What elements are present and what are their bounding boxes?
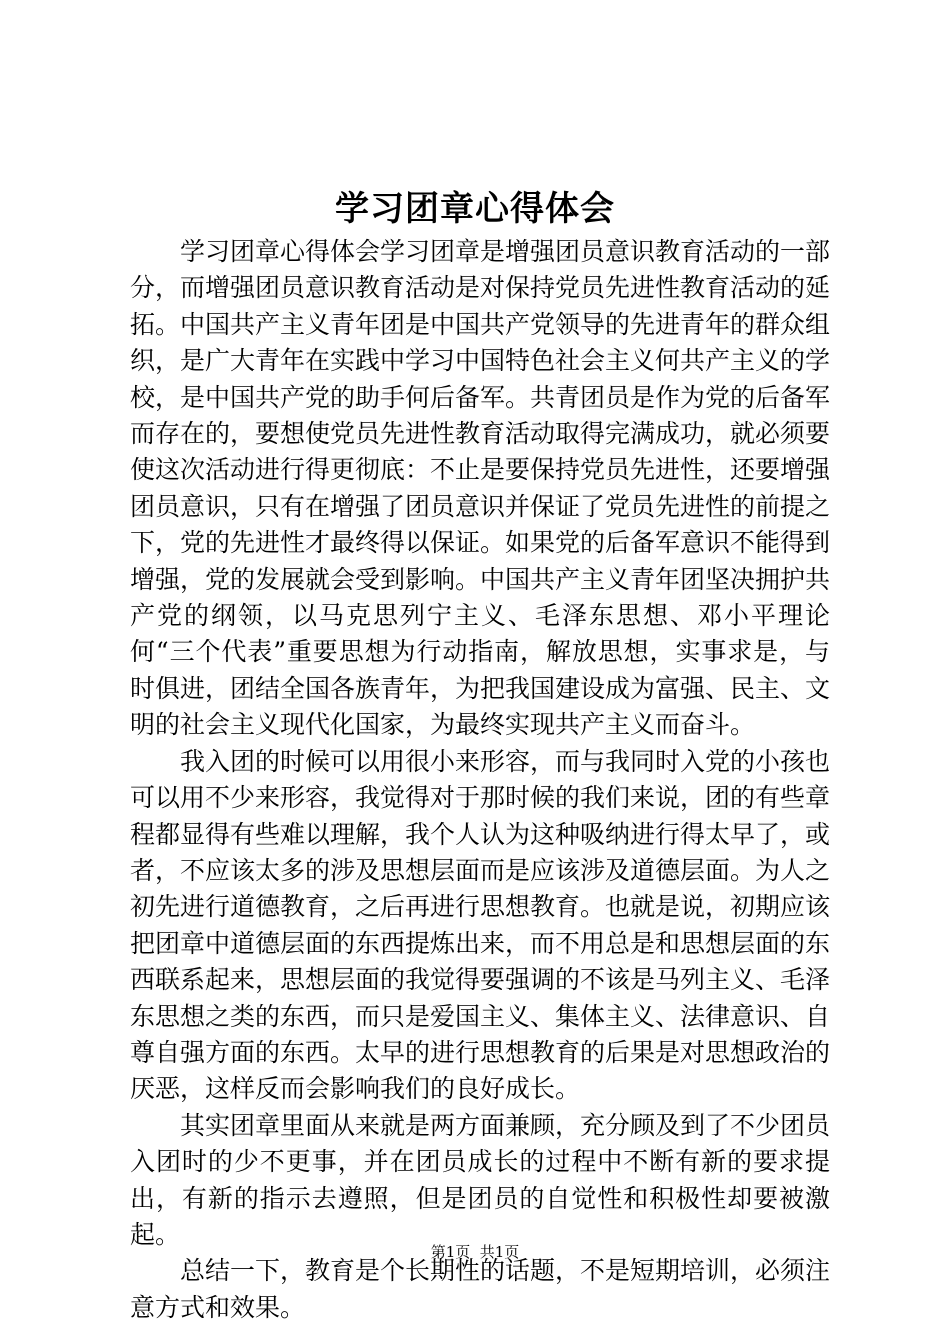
paragraph-1: 学习团章心得体会学习团章是增强团员意识教育活动的一部分，而增强团员意识教育活动是对保持党员先进性教育活动的延拓。中国共产主义青年团是中国共产党领导的先进青年的群众组织，是广大青年在实践中学习中国特色社会主义何共产主义的学校，是中国共产党的助手何后备军。共青团员是作为党的后备军而存在的，要想使党员先进性教育活动取得完满成功，就必须要使这次活动进行得更彻底：不止是要保持党员先进性，还要增强团员意识，只有在增强了团员意识并保证了党员先进性的前提之下，党的先进性才最终得以保证。如果党的后备军意识不能得到增强，党的发展就会受到影响。中国共产主义青年团坚决拥护共产党的纲领，以马克思列宁主义、毛泽东思想、邓小平理论何“三个代表”重要思想为行动指南，解放思想，实事求是，与时俱进，团结全国各族青年，为把我国建设成为富强、民主、文明的社会主义现代化国家，为最终实现共产主义而奋斗。 [130, 237, 831, 740]
paragraph-4: 总结一下，教育是个长期性的话题，不是短期培训，必须注意方式和效果。 [130, 1256, 831, 1322]
paragraph-3: 其实团章里面从来就是两方面兼顾，充分顾及到了不少团员入团时的少不更事，并在团员成长的过程中不断有新的要求提出，有新的指示去遵照，但是团员的自觉性和积极性却要被激起。 [130, 1110, 831, 1249]
document-body [130, 234, 830, 1326]
page-footer: 第1页 共1页 [430, 1243, 520, 1261]
paragraph-2: 我入团的时候可以用很小来形容，而与我同时入党的小孩也可以用不少来形容，我觉得对于那时候的我们来说，团的有些章程都显得有些难以理解，我个人认为这种吸纳进行得太早了，或者，不应该太多的涉及思想层面而是应该涉及道德层面。为人之初先进行道德教育，之后再进行思想教育。也就是说，初期应该把团章中道德层面的东西提炼出来，而不用总是和思想层面的东西联系起来，思想层面的我觉得要强调的不该是马列主义、毛泽东思想之类的东西，而只是爱国主义、集体主义、法律意识、自尊自强方面的东西。太早的进行思想教育的后果是对思想政治的厌恶，这样反而会影响我们的良好成长。 [130, 746, 831, 1104]
document-title: 学习团章心得体会 [335, 189, 615, 229]
